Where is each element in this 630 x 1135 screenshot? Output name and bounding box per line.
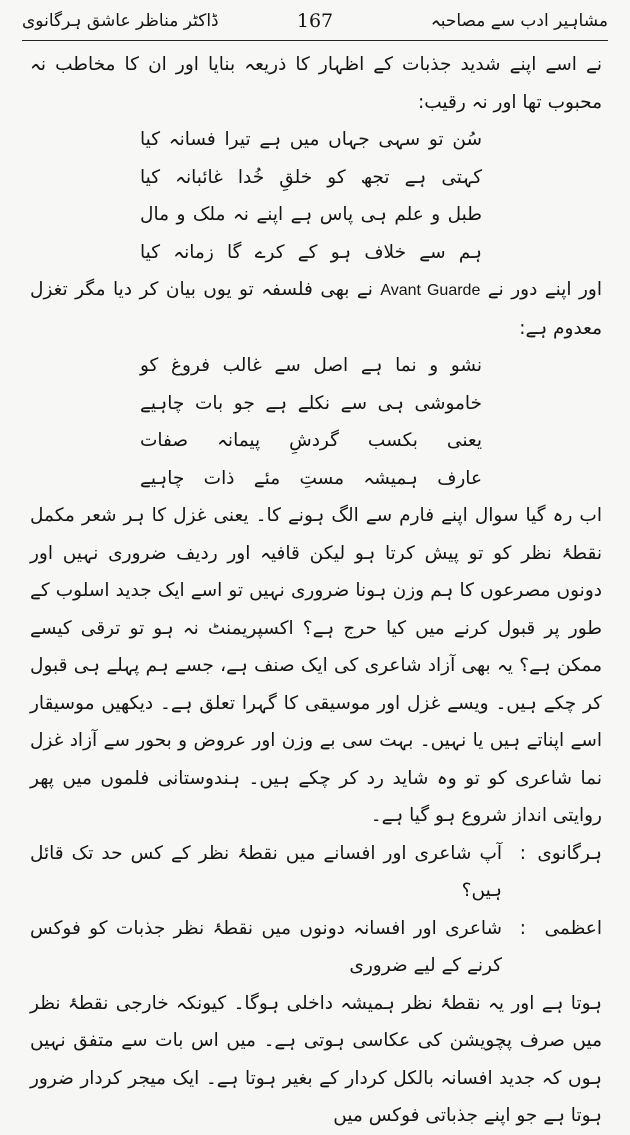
speaker-name: ہرگانوی [537, 842, 602, 864]
answer-entry [30, 910, 602, 985]
paragraph-main: اب رہ گیا سوال اپنے فارم سے الگ ہونے کا۔ یعنی غزل کا ہر شعر مکمل نقطۂ نظر کو تو پیش کرتا ہو لیکن قافیہ اور ردیف ضروری نہیں اور دونوں مصرعوں کا ہم وزن ہونا ضروری نہیں تو اسے ایک جدید اسلوب کے طور پر قبول کرنے میں کیا حرج ہے؟ اکسپریمنٹ نہ ہو تو ترقی کیسے ممکن ہے؟ یہ بھی آزاد شاعری کی ایک صنف ہے، جسے ہم پہلے ہی قبول کر چکے ہیں۔ ویسے غزل اور موسیقی کا گہرا تعلق ہے۔ دیکھیں موسیقار اسے اپناتے ہیں یا نہیں۔ بہت سی بے وزن اور عروض و بحور سے آزاد غزل نما شاعری کو تو وہ شاید رد کر چکے ہیں۔ ہندوستانی فلموں میں پھر روایتی انداز شروع ہو گیا ہے۔ [30, 505, 602, 826]
verse-line: نشو و نما ہے اصل سے غالب فروغ کو [140, 355, 482, 376]
verse-block-2 [30, 347, 602, 497]
verse-line: کہتی ہے تجھ کو خلقِ خُدا غائبانہ کیا [140, 166, 482, 188]
speaker-colon: : [519, 842, 526, 864]
page-number: 167 [296, 10, 334, 32]
answer-text: شاعری اور افسانہ دونوں میں نقطۂ نظر جذبات کو فوکس کرنے کے لیے ضروری [30, 917, 502, 976]
verse-line: طبل و علم ہی پاس ہے اپنے نہ ملک و مال [140, 204, 482, 225]
verse-line: سُن تو سہی جہاں میں ہے تیرا فسانہ کیا [140, 129, 482, 150]
paragraph-text: اور اپنے دور نے [487, 279, 602, 300]
author-name: ڈاکٹر مناظر عاشق ہرگانوی [22, 11, 219, 31]
verse-line: عارف ہمیشہ مستِ مئے ذات چاہیے [140, 467, 482, 489]
question-text: آپ شاعری اور افسانے میں نقطۂ نظر کے کس حد تک قائل ہیں؟ [30, 842, 502, 901]
running-header [22, 2, 608, 40]
verse-line: خاموشی ہی سے نکلے ہے جو بات چاہیے [140, 392, 482, 414]
verse-block-1 [30, 121, 602, 271]
speaker-colon: : [519, 917, 526, 939]
paragraph-avant-garde [30, 271, 602, 347]
latin-term: Avant Guarde [380, 282, 481, 299]
verse-line: یعنی بکسب گردشِ پیمانہ صفات [140, 430, 482, 451]
verse-line: ہم سے خلاف ہو کے کرے گا زمانہ کیا [140, 241, 482, 263]
speaker-name: اعظمی [544, 917, 602, 939]
question-entry [30, 835, 602, 910]
book-title: مشاہیر ادب سے مصاحبہ [430, 11, 608, 31]
page-body [30, 46, 602, 1135]
header-rule [22, 40, 608, 41]
paragraph-intro: نے اسے اپنے شدید جذبات کے اظہار کا ذریعہ بنایا اور ان کا مخاطب نہ محبوب تھا اور نہ رقیب: [30, 54, 602, 113]
answer-continuation: ہوتا ہے اور یہ نقطۂ نظر ہمیشہ داخلی ہوگا۔ کیونکہ خارجی نقطۂ نظر میں صرف پچویشن کی عکاسی ہوتی ہے۔ میں اس بات سے متفق نہیں ہوں کہ جدید افسانہ بالکل کردار کے بغیر ہوتا ہے۔ ایک میجر کردار ضرور ہوتا ہے جو اپنے جذباتی فوکس میں [30, 992, 602, 1126]
paragraph-text: نے بھی فلسفہ تو یوں بیان کر دیا مگر تغزل معدوم ہے: [30, 279, 602, 339]
